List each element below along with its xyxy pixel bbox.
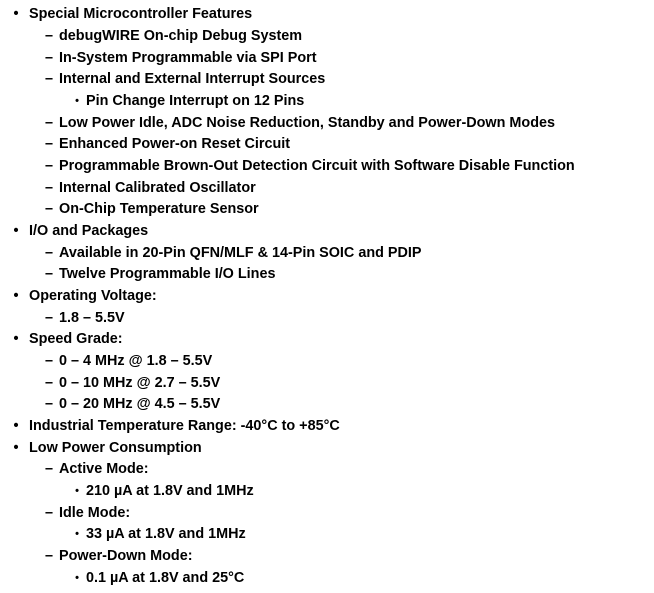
list-item-text: Internal and External Interrupt Sources (59, 71, 326, 87)
list-item-text: On-Chip Temperature Sensor (59, 201, 259, 217)
bullet-dot-icon: • (75, 572, 79, 584)
list-item-text: Active Mode: (59, 461, 149, 477)
list-item-text: Enhanced Power-on Reset Circuit (59, 136, 291, 152)
bullet-dash-icon: – (44, 548, 53, 564)
bullet-dash-icon: – (44, 71, 53, 87)
bullet-dash-icon: – (44, 158, 53, 174)
bullet-dash-icon: – (44, 266, 53, 282)
bullet-dot-icon: • (13, 440, 19, 456)
list-item-text: 1.8 – 5.5V (59, 310, 125, 326)
bullet-dash-icon: – (44, 396, 53, 412)
list-item-text: debugWIRE On-chip Debug System (59, 28, 303, 44)
list-item-text: Available in 20-Pin QFN/MLF & 14-Pin SOIC and PDIP (59, 245, 422, 261)
bullet-dash-icon: – (44, 245, 53, 261)
list-item-text: 0 – 10 MHz @ 2.7 – 5.5V (59, 375, 221, 391)
bullet-dot-icon: • (13, 418, 19, 434)
list-item-text: In-System Programmable via SPI Port (59, 50, 317, 66)
bullet-dash-icon: – (44, 136, 53, 152)
list-item-text: Industrial Temperature Range: -40°C to +85°C (29, 418, 340, 434)
bullet-dot-icon: • (13, 6, 19, 22)
list-item-text: Idle Mode: (59, 505, 131, 521)
bullet-dot-icon: • (13, 288, 19, 304)
list-item-text: Internal Calibrated Oscillator (59, 180, 256, 196)
list-item-text: Twelve Programmable I/O Lines (59, 266, 276, 282)
bullet-dash-icon: – (44, 28, 53, 44)
list-item-text: Speed Grade: (29, 331, 123, 347)
bullet-dash-icon: – (44, 310, 53, 326)
bullet-dash-icon: – (44, 201, 53, 217)
bullet-dash-icon: – (44, 461, 53, 477)
bullet-dot-icon: • (75, 485, 79, 497)
bullet-dot-icon: • (75, 528, 79, 540)
list-item-text: 33 µA at 1.8V and 1MHz (86, 526, 246, 542)
list-item-text: Special Microcontroller Features (29, 6, 253, 22)
list-item-text: 0.1 µA at 1.8V and 25°C (86, 570, 245, 586)
bullet-dot-icon: • (75, 95, 79, 107)
bullet-dash-icon: – (44, 115, 53, 131)
list-item-text: Programmable Brown-Out Detection Circuit with Software Disable Function (59, 158, 575, 174)
bullet-dash-icon: – (44, 180, 53, 196)
bullet-dash-icon: – (44, 375, 53, 391)
bullet-dash-icon: – (44, 505, 53, 521)
list-item-text: Low Power Idle, ADC Noise Reduction, Standby and Power-Down Modes (59, 115, 555, 131)
bullet-dot-icon: • (13, 223, 19, 239)
list-item-text: I/O and Packages (29, 223, 149, 239)
list-item-text: Power-Down Mode: (59, 548, 193, 564)
list-item-text: 0 – 4 MHz @ 1.8 – 5.5V (59, 353, 213, 369)
list-item-text: Pin Change Interrupt on 12 Pins (86, 93, 305, 109)
list-item-text: Low Power Consumption (29, 440, 202, 456)
bullet-dash-icon: – (44, 50, 53, 66)
list-item-text: 210 µA at 1.8V and 1MHz (86, 483, 254, 499)
list-item-text: Operating Voltage: (29, 288, 157, 304)
bullet-dash-icon: – (44, 353, 53, 369)
bullet-dot-icon: • (13, 331, 19, 347)
list-item-text: 0 – 20 MHz @ 4.5 – 5.5V (59, 396, 221, 412)
